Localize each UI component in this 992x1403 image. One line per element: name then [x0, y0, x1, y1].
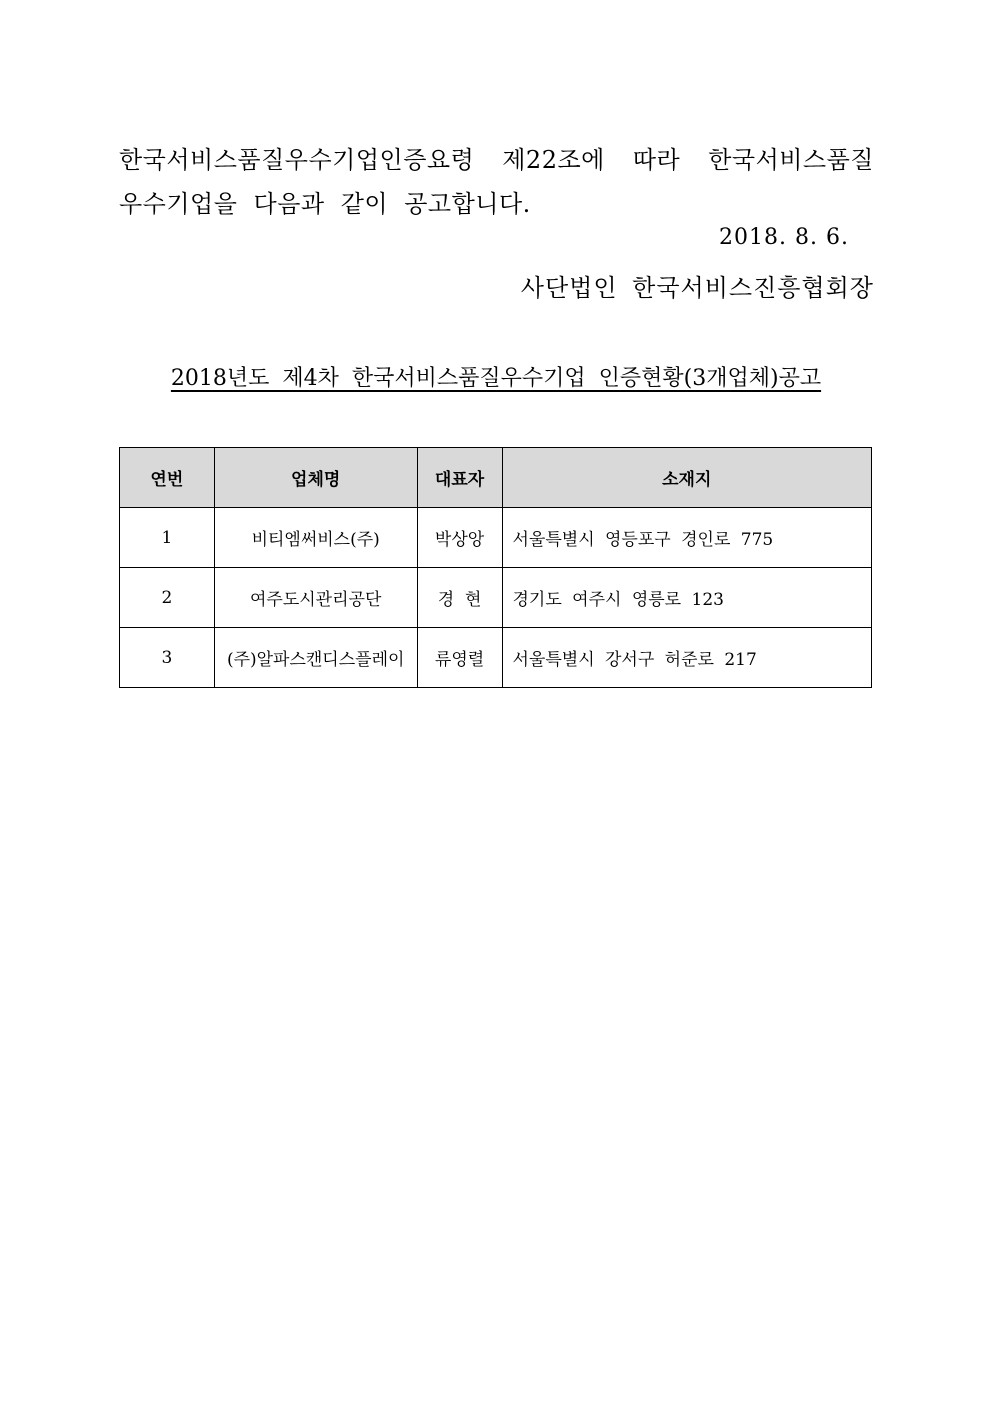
certified-companies-table	[119, 447, 872, 688]
header-no: 연번	[120, 448, 215, 508]
cell-no: 1	[120, 508, 215, 568]
header-company: 업체명	[214, 448, 417, 508]
cell-company: 비티엠써비스(주)	[214, 508, 417, 568]
cell-address: 경기도 여주시 영릉로 123	[502, 568, 872, 628]
table-header-row	[120, 448, 872, 508]
notice-title	[0, 362, 992, 396]
intro-line-2: 우수기업을 다음과 같이 공고합니다.	[119, 190, 531, 218]
cell-representative: 박상앙	[417, 508, 502, 568]
cell-address: 서울특별시 강서구 허준로 217	[502, 628, 872, 688]
cell-no: 2	[120, 568, 215, 628]
header-address: 소재지	[502, 448, 872, 508]
header-representative: 대표자	[417, 448, 502, 508]
cell-no: 3	[120, 628, 215, 688]
cell-company: (주)알파스캔디스플레이	[214, 628, 417, 688]
intro-paragraph	[119, 138, 874, 226]
cell-representative: 경 현	[417, 568, 502, 628]
cell-representative: 류영렬	[417, 628, 502, 688]
table-row	[120, 508, 872, 568]
cell-company: 여주도시관리공단	[214, 568, 417, 628]
notice-date: 2018. 8. 6.	[719, 225, 849, 250]
table-row	[120, 568, 872, 628]
intro-line-1: 한국서비스품질우수기업인증요령 제22조에 따라 한국서비스품질	[119, 146, 874, 174]
table-row	[120, 628, 872, 688]
notice-title-text: 2018년도 제4차 한국서비스품질우수기업 인증현황(3개업체)공고	[170, 366, 822, 391]
issuer-name: 사단법인 한국서비스진흥협회장	[520, 274, 874, 302]
cell-address: 서울특별시 영등포구 경인로 775	[502, 508, 872, 568]
